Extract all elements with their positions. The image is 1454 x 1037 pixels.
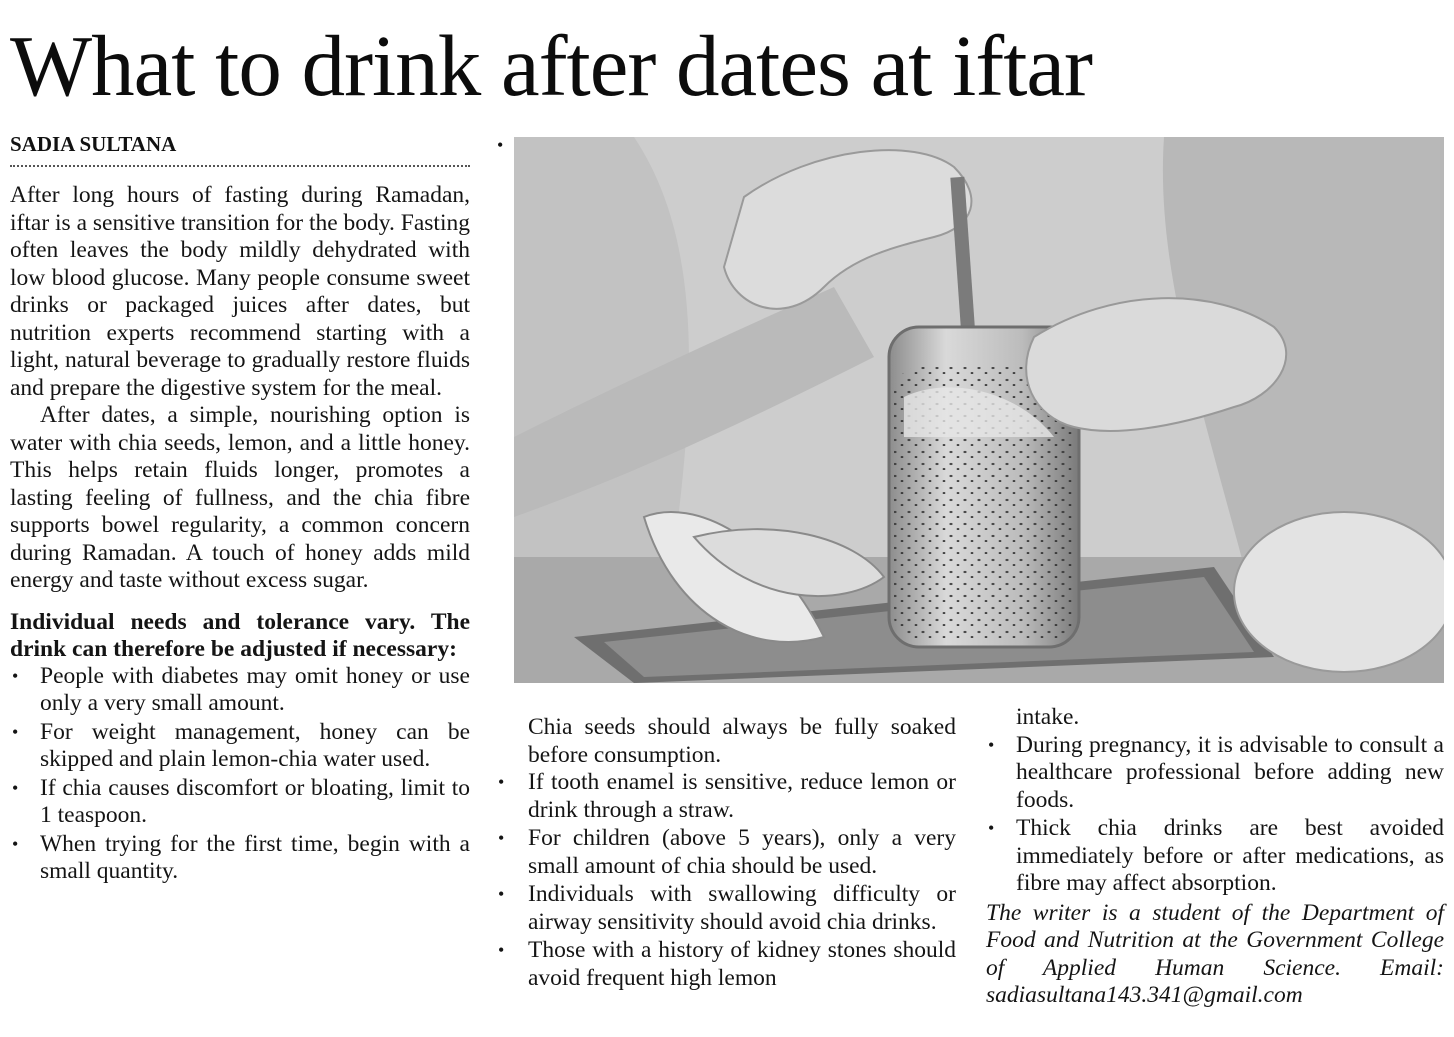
paragraph-2: After dates, a simple, nourishing option is water with chia seeds, lemon, and a little honey. This helps retain fluids longer, promotes a lasting feeling of fullness, and the chia fibre supports bowel regularity, a common concern during Ramadan. A touch of honey adds mild energy and taste without excess sugar.: [10, 402, 470, 593]
bold-lead-in: Individual needs and tolerance vary. The drink can therefore be adjusted if necessary:: [10, 608, 470, 662]
chia-drink-photo: [514, 137, 1444, 683]
continued-text: Chia seeds should always be fully soaked before consumption.: [528, 714, 956, 768]
list-item: • Thick chia drinks are best avoided immediately before or after medications, as fibre may affect absorption.: [986, 815, 1444, 898]
photo-illustration: [514, 137, 1444, 683]
list-item: • When trying for the first time, begin with a small quantity.: [10, 831, 470, 886]
byline: SADIA SULTANA: [10, 132, 470, 167]
column-2: [528, 714, 956, 993]
list-item: • For children (above 5 years), only a very small amount of chia should be used.: [528, 825, 956, 880]
list-item: • For weight management, honey can be skipped and plain lemon-chia water used.: [10, 719, 470, 774]
tips-list-continued: [528, 769, 956, 992]
list-item: • Those with a history of kidney stones should avoid frequent high lemon: [528, 937, 956, 992]
author-credit: The writer is a student of the Department of Food and Nutrition at the Government College of Applied Human Science. Email: sadiasultana143.341@gmail.com: [986, 899, 1444, 1008]
tips-list-end: [986, 732, 1444, 898]
stray-bullet-mark: •: [497, 135, 504, 155]
headline: What to drink after dates at iftar: [10, 17, 1093, 114]
list-item: • People with diabetes may omit honey or use only a very small amount.: [10, 663, 470, 718]
tips-list: [10, 663, 470, 886]
list-item: • If chia causes discomfort or bloating, limit to 1 teaspoon.: [10, 775, 470, 830]
list-item: • During pregnancy, it is advisable to consult a healthcare professional before adding new foods.: [986, 732, 1444, 815]
paragraph-1: After long hours of fasting during Ramadan, iftar is a sensitive transition for the body. Fasting often leaves the body mildly dehydrated with low blood glucose. Many people consume sweet drinks or packaged juices after dates, but nutrition experts recommend starting with a light, natural beverage to gradually restore fluids and prepare the digestive system for the meal.: [10, 182, 470, 401]
column-1: [10, 182, 470, 887]
list-item: • If tooth enamel is sensitive, reduce lemon or drink through a straw.: [528, 769, 956, 824]
column-3: [986, 704, 1444, 1010]
continued-text: intake.: [1016, 704, 1080, 730]
list-item: • Individuals with swallowing difficulty or airway sensitivity should avoid chia drinks.: [528, 881, 956, 936]
